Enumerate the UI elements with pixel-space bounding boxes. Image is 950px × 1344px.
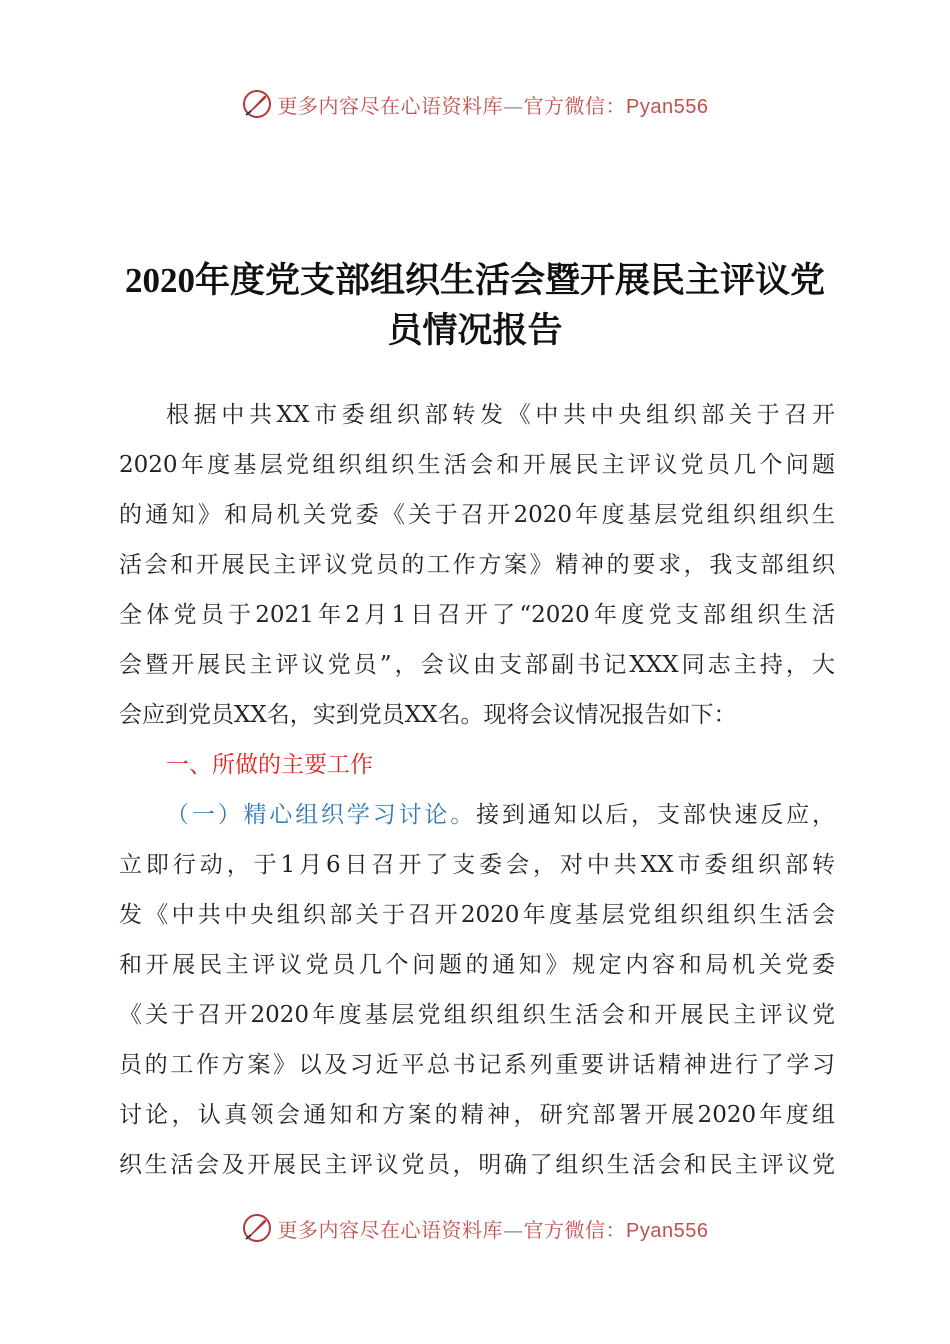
paragraph-line: 员的工作方案》以及习近平总书记系列重要讲话精神进行了学习 bbox=[119, 1052, 835, 1078]
subsection-line bbox=[119, 790, 835, 840]
feather-pen-logo-icon bbox=[242, 89, 272, 119]
paragraph-line: 会应到党员XX名，实到党员XX名。现将会议情况报告如下： bbox=[119, 702, 737, 728]
subsection-text: 接到通知以后，支部快速反应， bbox=[476, 802, 836, 828]
paragraph-line: 讨论，认真领会通知和方案的精神，研究部署开展2020年度组 bbox=[119, 1102, 835, 1128]
paragraph-line: 织生活会及开展民主评议党员，明确了组织生活会和民主评议党 bbox=[119, 1152, 835, 1178]
title-line-1: 2020年度党支部组织生活会暨开展民主评议党 bbox=[124, 261, 825, 300]
paragraph-line: 会暨开展民主评议党员”，会议由支部副书记XXX同志主持，大 bbox=[119, 652, 835, 678]
paragraph-line: 和开展民主评议党员几个问题的通知》规定内容和局机关党委 bbox=[119, 952, 835, 978]
paragraph-line: 《关于召开2020年度基层党组织组织生活会和开展民主评议党 bbox=[119, 1002, 835, 1028]
title-line-2: 员情况报告 bbox=[387, 311, 563, 350]
banner-text: 更多内容尽在心语资料库—官方微信：Pyan556 bbox=[277, 1217, 709, 1242]
paragraph-line: 发《中共中央组织部关于召开2020年度基层党组织组织生活会 bbox=[119, 902, 835, 928]
paragraph-line: 根据中共XX市委组织部转发《中共中央组织部关于召开 bbox=[166, 402, 835, 428]
document-body bbox=[119, 390, 835, 1190]
feather-pen-logo-icon bbox=[242, 1213, 272, 1243]
page-title bbox=[100, 256, 850, 356]
banner-text: 更多内容尽在心语资料库—官方微信：Pyan556 bbox=[277, 93, 709, 118]
paragraph-line: 2020年度基层党组织组织生活会和开展民主评议党员几个问题 bbox=[119, 452, 835, 478]
paragraph-line: 全体党员于2021年2月1日召开了“2020年度党支部组织生活 bbox=[119, 602, 835, 628]
paragraph-line: 活会和开展民主评议党员的工作方案》精神的要求，我支部组织 bbox=[119, 552, 835, 578]
footer-banner bbox=[0, 1208, 950, 1248]
header-banner bbox=[0, 84, 950, 124]
subsection-label: （一）精心组织学习讨论。 bbox=[166, 802, 477, 828]
section-heading: 一、所做的主要工作 bbox=[166, 752, 373, 778]
paragraph-line: 立即行动，于1月6日召开了支委会，对中共XX市委组织部转 bbox=[119, 852, 835, 878]
paragraph-line: 的通知》和局机关党委《关于召开2020年度基层党组织组织生 bbox=[119, 502, 835, 528]
